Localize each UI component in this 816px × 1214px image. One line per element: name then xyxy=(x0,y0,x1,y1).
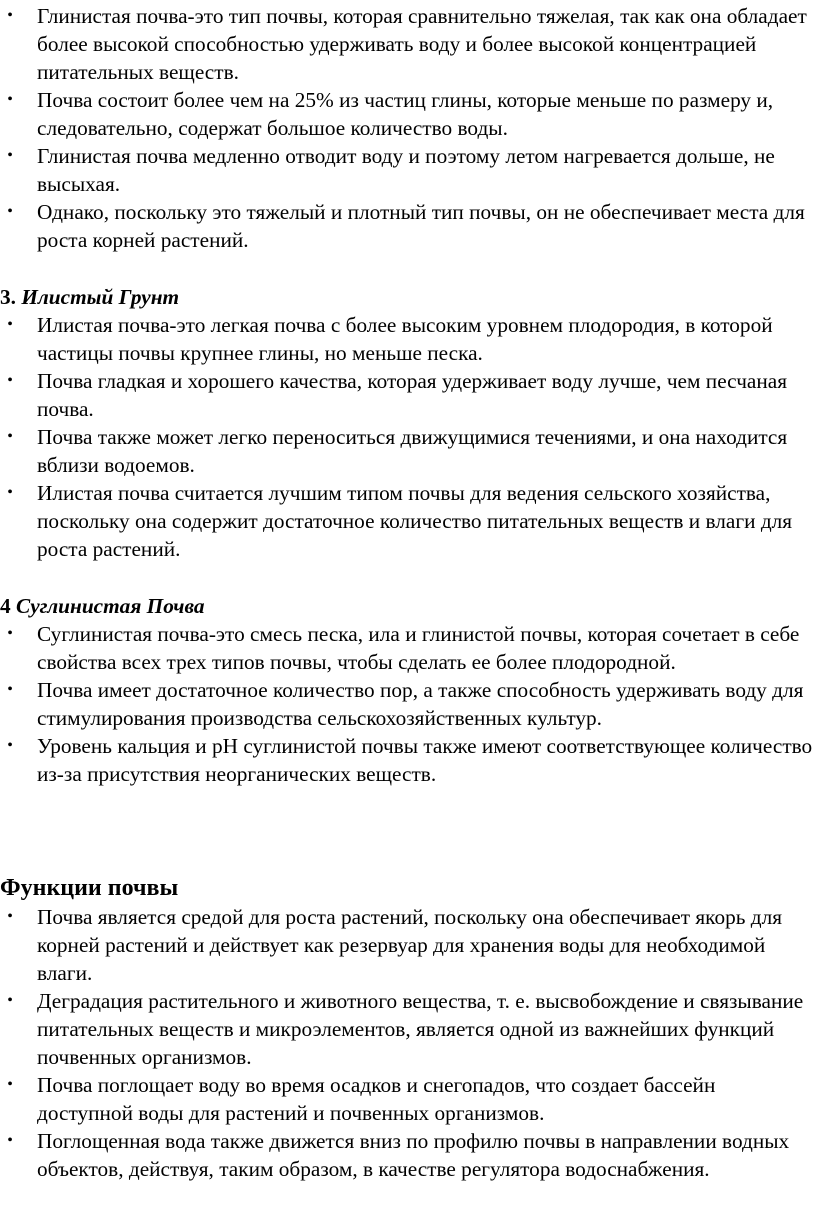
section-title: Суглинистая Почва xyxy=(15,594,205,618)
list-item-text: Глинистая почва медленно отводит воду и поэтому летом нагревается дольше, не высыхая. xyxy=(37,144,775,196)
bullet-icon: • xyxy=(7,992,13,1009)
list-item-text: Илистая почва считается лучшим типом почвы для ведения сельского хозяйства, поскольку она содержит достаточное количество питательных веществ и влаги для роста растений. xyxy=(37,481,793,561)
loamy-soil-list xyxy=(0,620,816,788)
bullet-icon: • xyxy=(7,316,13,333)
bullet-icon: • xyxy=(7,372,13,389)
list-item-text: Суглинистая почва-это смесь песка, ила и глинистой почвы, которая сочетает в себе свойства всех трех типов почвы, чтобы сделать ее более плодородной. xyxy=(37,622,800,674)
clay-soil-list xyxy=(0,2,816,254)
section-title: Илистый Грунт xyxy=(21,285,180,309)
bullet-icon: • xyxy=(7,203,13,220)
list-item-text: Почва поглощает воду во время осадков и снегопадов, что создает бассейн доступной воды для растений и почвенных организмов. xyxy=(37,1073,716,1125)
list-item xyxy=(0,732,816,788)
list-item-text: Почва гладкая и хорошего качества, которая удерживает воду лучше, чем песчаная почва. xyxy=(37,369,788,421)
list-item-text: Уровень кальция и pH суглинистой почвы также имеют соответствующее количество из-за присутствия неорганических веществ. xyxy=(37,734,813,786)
list-item xyxy=(0,903,816,987)
bullet-icon: • xyxy=(7,908,13,925)
list-item-text: Почва также может легко переноситься движущимися течениями, и она находится вблизи водоемов. xyxy=(37,425,788,477)
list-item xyxy=(0,311,816,367)
bullet-icon: • xyxy=(7,91,13,108)
list-item xyxy=(0,423,816,479)
list-item-text: Почва является средой для роста растений, поскольку она обеспечивает якорь для корней растений и действует как резервуар для хранения воды для необходимой влаги. xyxy=(37,905,783,985)
list-item-text: Илистая почва-это легкая почва с более высоким уровнем плодородия, в которой частицы почвы крупнее глины, но меньше песка. xyxy=(37,313,773,365)
soil-functions-heading: Функции почвы xyxy=(0,875,179,901)
list-item xyxy=(0,367,816,423)
section-number: 3. xyxy=(0,285,16,309)
bullet-icon: • xyxy=(7,484,13,501)
list-item-text: Деградация растительного и животного вещества, т. е. высвобождение и связывание питательных веществ и микроэлементов, является одной из важнейших функций почвенных организмов. xyxy=(37,989,804,1069)
list-item xyxy=(0,198,816,254)
list-item-text: Однако, поскольку это тяжелый и плотный тип почвы, он не обеспечивает места для роста корней растений. xyxy=(37,200,805,252)
list-item-text: Почва имеет достаточное количество пор, а также способность удерживать воду для стимулирования производства сельскохозяйственных культур. xyxy=(37,678,804,730)
bullet-icon: • xyxy=(7,737,13,754)
silty-soil-list xyxy=(0,311,816,563)
bullet-icon: • xyxy=(7,1132,13,1149)
list-item xyxy=(0,142,816,198)
list-item-text: Почва состоит более чем на 25% из частиц глины, которые меньше по размеру и, следовательно, содержат большое количество воды. xyxy=(37,88,774,140)
bullet-icon: • xyxy=(7,147,13,164)
list-item xyxy=(0,1127,816,1183)
list-item xyxy=(0,620,816,676)
bullet-icon: • xyxy=(7,428,13,445)
list-item xyxy=(0,1071,816,1127)
list-item xyxy=(0,479,816,563)
bullet-icon: • xyxy=(7,681,13,698)
bullet-icon: • xyxy=(7,7,13,24)
list-item xyxy=(0,987,816,1071)
list-item-text: Глинистая почва-это тип почвы, которая сравнительно тяжелая, так как она обладает более высокой способностью удерживать воду и более высокой концентрацией питательных веществ. xyxy=(37,4,807,84)
silty-soil-heading xyxy=(0,283,816,311)
soil-functions-list xyxy=(0,903,816,1183)
list-item-text: Поглощенная вода также движется вниз по профилю почвы в направлении водных объектов, действуя, таким образом, в качестве регулятора водоснабжения. xyxy=(37,1129,790,1181)
list-item xyxy=(0,2,816,86)
loamy-soil-heading xyxy=(0,592,816,620)
list-item xyxy=(0,676,816,732)
section-number: 4 xyxy=(0,594,11,618)
list-item xyxy=(0,86,816,142)
bullet-icon: • xyxy=(7,625,13,642)
bullet-icon: • xyxy=(7,1076,13,1093)
